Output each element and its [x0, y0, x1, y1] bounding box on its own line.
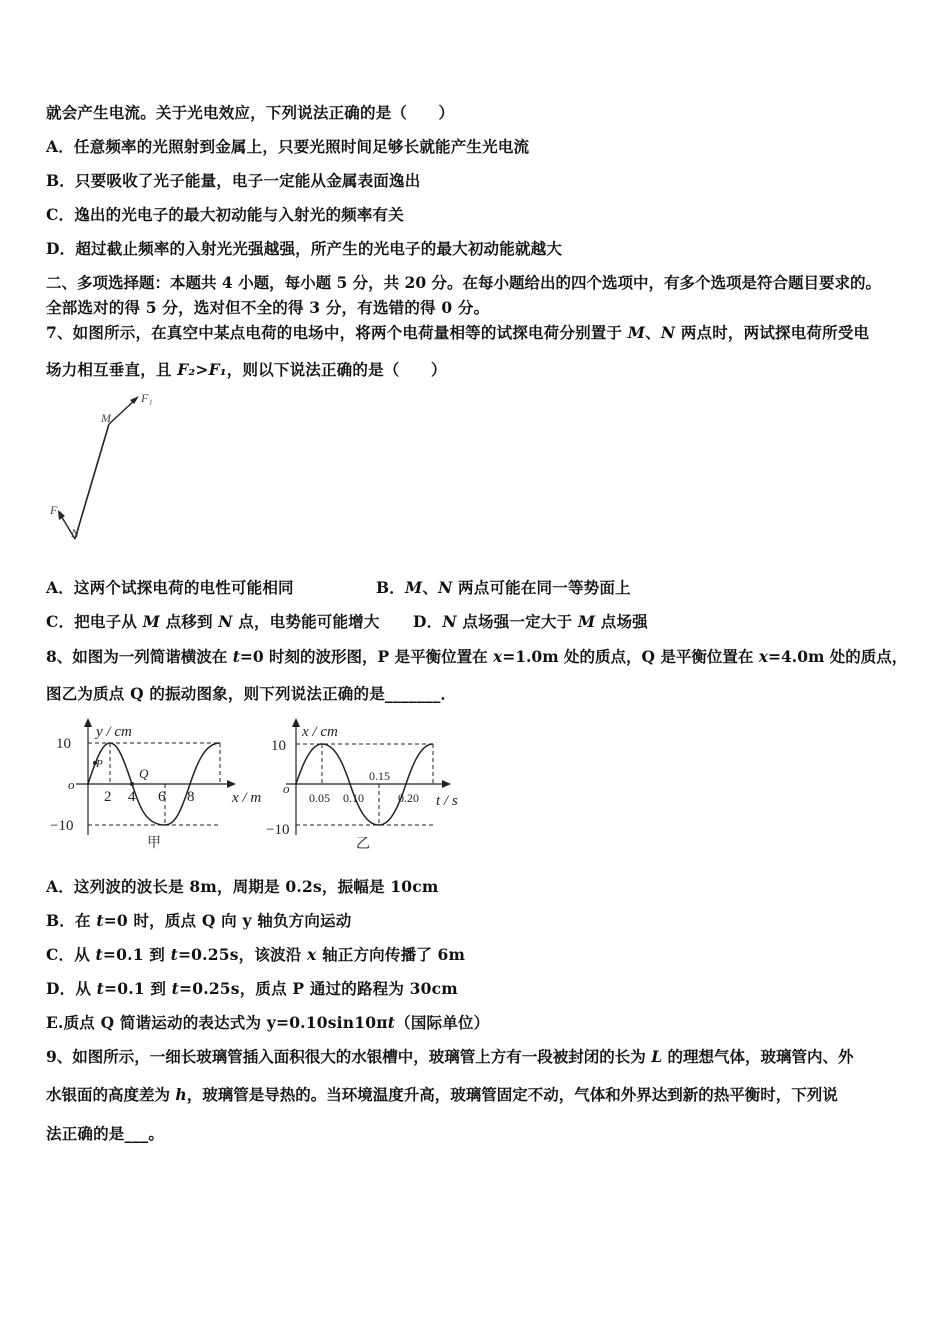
- label-n: N: [71, 526, 80, 540]
- field-line: [75, 424, 109, 539]
- wave-y-arrow-icon: [84, 718, 92, 727]
- q7-option-c: C．把电子从 M 点移到 N 点，电势能可能增大: [46, 612, 380, 631]
- wave-origin: o: [68, 777, 75, 792]
- q8-stem-line1: 8、如图为一列简谐横波在 t=0 时刻的波形图，P 是平衡位置在 x=1.0m 处的质点，Q 是平衡位置在 x=4.0m 处的质点，: [46, 647, 908, 666]
- wave-ylabel: y / cm: [96, 724, 132, 740]
- wave-ytick-top: 10: [56, 736, 71, 752]
- vib-ytick-bottom: −10: [266, 822, 290, 838]
- q9-stem-line2: 水银面的高度差为 h，玻璃管是导热的。当环境温度升高，玻璃管固定不动，气体和外界达到新的热平衡时，下列说: [46, 1085, 838, 1104]
- vib-xtick: 0.05: [309, 791, 330, 805]
- vib-y-arrow-icon: [292, 718, 300, 727]
- wave-xtick: 4: [128, 789, 136, 805]
- vib-xtick: 0.20: [398, 791, 419, 805]
- q8-vibration-graph: [266, 715, 476, 855]
- force-f1-arrow: [109, 399, 136, 424]
- wave-caption: 甲: [147, 836, 161, 851]
- vib-xlabel: t / s: [436, 793, 458, 809]
- wave-label-q: Q: [139, 766, 149, 781]
- q8-option-b: B．在 t=0 时，质点 Q 向 y 轴负方向运动: [46, 911, 352, 930]
- q8-option-c: C．从 t=0.1 到 t=0.25s，该波沿 x 轴正方向传播了 6m: [46, 945, 466, 964]
- q8-option-a: A．这列波的波长是 8m，周期是 0.2s，振幅是 10cm: [46, 877, 439, 896]
- point-q-marker: [130, 782, 134, 786]
- vib-xtick: 0.10: [343, 791, 364, 805]
- question-stem-tail: 就会产生电流。关于光电效应，下列说法正确的是（ ）: [46, 103, 455, 122]
- vib-origin: o: [283, 781, 290, 796]
- label-m: M: [101, 411, 111, 425]
- q8-wave-graph: [46, 715, 266, 855]
- option-c: C．逸出的光电子的最大初动能与入射光的频率有关: [46, 205, 404, 224]
- label-f1: F₁: [141, 391, 153, 405]
- option-b: B．只要吸收了光子能量，电子一定能从金属表面逸出: [46, 171, 421, 190]
- section-header: 二、多项选择题：本题共 4 小题，每小题 5 分，共 20 分。在每小题给出的四个选项中，有多个选项是符合题目要求的。: [46, 273, 882, 292]
- q7-stem-line2: 场力相互垂直，且 F₂>F₁，则以下说法正确的是（ ）: [46, 360, 447, 379]
- wave-xtick: 8: [187, 789, 195, 805]
- option-d: D．超过截止频率的入射光光强越强，所产生的光电子的最大初动能就越大: [46, 239, 563, 258]
- option-a: A．任意频率的光照射到金属上，只要光照时间足够长就能产生光电流: [46, 137, 530, 156]
- wave-xtick: 2: [104, 789, 112, 805]
- q8-option-d: D．从 t=0.1 到 t=0.25s，质点 P 通过的路程为 30cm: [46, 979, 458, 998]
- q7-stem-line1: 7、如图所示，在真空中某点电荷的电场中，将两个电荷量相等的试探电荷分别置于 M、N 两点时，两试探电荷所受电: [46, 323, 870, 342]
- wave-ytick-bottom: −10: [50, 818, 74, 834]
- vib-ytick-top: 10: [271, 738, 286, 754]
- q7-option-d: D．N 点场强一定大于 M 点场强: [413, 612, 648, 631]
- vib-ylabel: x / cm: [302, 724, 338, 740]
- vib-x-arrow-icon: [442, 780, 451, 788]
- wave-xtick: 6: [158, 789, 166, 805]
- wave-x-arrow-icon: [227, 780, 236, 788]
- q8-stem-line2: 图乙为质点 Q 的振动图象，则下列说法正确的是_______．: [46, 684, 457, 703]
- vib-xtick: 0.15: [369, 769, 390, 783]
- section-scoring: 全部选对的得 5 分，选对但不全的得 3 分，有选错的得 0 分。: [46, 298, 490, 317]
- q7-option-a: A．这两个试探电荷的电性可能相同: [46, 578, 294, 597]
- q8-option-e: E.质点 Q 简谐运动的表达式为 y=0.10sin10πt（国际单位）: [46, 1013, 490, 1032]
- wave-xlabel: x / m: [232, 790, 262, 806]
- q7-figure: [46, 390, 176, 550]
- q9-stem-line1: 9、如图所示，一细长玻璃管插入面积很大的水银槽中，玻璃管上方有一段被封闭的长为 L 的理想气体，玻璃管内、外: [46, 1047, 854, 1066]
- q9-stem-line3: 法正确的是___。: [46, 1124, 165, 1143]
- vib-caption: 乙: [356, 837, 370, 852]
- wave-label-p: P: [96, 758, 103, 770]
- label-f2: F₂: [50, 503, 62, 517]
- q7-option-b: B．M、N 两点可能在同一等势面上: [376, 578, 631, 597]
